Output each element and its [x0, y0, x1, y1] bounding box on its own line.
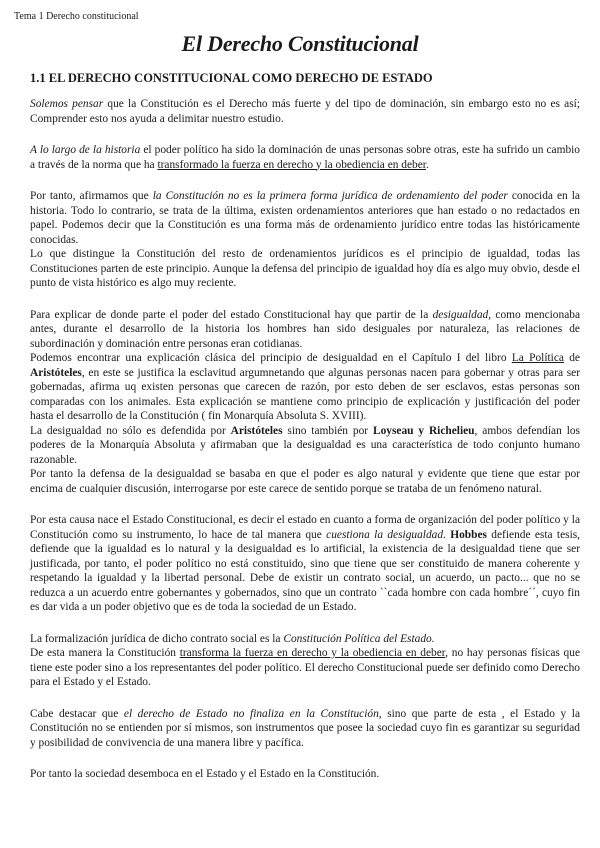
- paragraph-text: .: [443, 528, 451, 541]
- paragraph-text: De esta manera la Constitución: [30, 647, 180, 659]
- paragraph-8: [30, 467, 580, 496]
- italic-phrase: Constitución Política del Estado.: [283, 632, 435, 645]
- paragraph-text: Lo que distingue la Constitución del resto de ordenamientos jurídicos es el principio de igualdad, todas las Constituciones parten de este principio. Aunque la defensa del principio de igualdad hoy día es algo muy obvio, desde el punto de vista histórico es algo muy reciente.: [30, 248, 580, 289]
- paragraph-text: .: [425, 158, 429, 171]
- body-text: [30, 97, 580, 799]
- paragraph-text: sino también por: [282, 424, 373, 437]
- paragraph-11: [30, 707, 580, 751]
- italic-phrase: el derecho de Estado no finaliza en la Constitución: [123, 707, 379, 720]
- paragraph-text: Por tanto la sociedad desemboca en el Estado y el Estado en la Constitución.: [30, 768, 380, 780]
- paragraph-text: Por esta causa nace el Estado Constitucional, es decir el estado en cuanto a forma de organización del poder político y la Constitución como su instrumento, lo hace de tal manera que: [30, 514, 580, 541]
- section-heading: 1.1 EL DERECHO CONSTITUCIONAL COMO DERECHO DE ESTADO: [30, 71, 433, 85]
- paragraph-text: , ambos defendían los poderes de la Monarquía Absoluta y afirmaban que la desigualdad es una característica de todo conjunto humano razonable.: [30, 424, 580, 466]
- author-name: Loyseau y Richelieu: [372, 424, 475, 437]
- paragraph-text: que la Constitución es el Derecho más fuerte y del tipo de dominación, sin embargo esto no es así; Comprender esto nos ayuda a delimitar nuestro estudio.: [30, 98, 580, 125]
- paragraph-1: [30, 97, 580, 126]
- paragraph-12: [30, 767, 580, 782]
- paragraph-text: como mencionaba antes, durante el desarrollo de la historia los hombres han sido desiguales por naturaleza, las relaciones de subordinación y dominación entre personas eran cotidianas.: [30, 308, 580, 350]
- paragraph-7: [30, 424, 580, 468]
- paragraph-6: [30, 351, 580, 424]
- paragraph-4: [30, 247, 580, 291]
- book-title: La Política: [511, 352, 564, 364]
- underlined-phrase: transforma la fuerza en derecho y la obediencia en deber: [179, 647, 446, 659]
- paragraph-text: conocida en la historia. Todo lo contrario, se trata de la última, existen ordenamientos anteriores que han estado o no redactados en papel. Podemos decir que la Constitución es una forma más de ordenamiento jurídico entre todas las históricamente conocidas.: [30, 190, 580, 246]
- paragraph-9: [30, 513, 580, 615]
- paragraph-text: , sino que parte de esta , el Estado y la Constitución no se entienden por sí mismos, son instrumentos que posee la sociedad cuyo fin es garantizar su seguridad y posibilidad de convivencia de una manera libre y pacífica.: [30, 707, 581, 749]
- paragraph-text: Podemos encontrar una explicación clásica del principio de desigualdad en el Capítulo I del libro: [30, 352, 512, 364]
- paragraph-10: [30, 632, 580, 690]
- author-name: Aristóteles: [230, 424, 283, 437]
- paragraph-text: , en este se justifica la esclavitud argumnetando que algunas personas nacen para gobernar y otras para ser gobernadas, afirma uq existen personas que carecen de razón, por esto deben de ser esclavos, estas personas son comparadas con los animales. Esta explicación se mantiene como principio de explicación y justificación del poder hasta el desarrollo de la Constitución ( fin Monarquía Absoluta S. XVIII).: [30, 366, 580, 422]
- paragraph-3: [30, 189, 580, 247]
- paragraph-text: defiende esta tesis, defiende que la igualdad es lo natural y la desigualdad es lo artificial, la existencia de la desigualdad tiene que ser justificada, por tanto, el poder político no está constituido, sino que tiene que ser constituido de manera coherente y respetando la igualdad y la libertad personal. Debe de existir un contrato social, un acuerdo, un pacto... que no se reduzca a un acuerdo entre gobernantes y gobernados, sino que un contrato ``cada hombre con cada hombre´´, cuyo fin es dar vida a un poder objetivo que es de toda la sociedad de un Estado.: [30, 528, 581, 613]
- author-name: Hobbes: [450, 528, 487, 541]
- paragraph-text: La desigualdad no sólo es defendida por: [30, 424, 231, 437]
- page-title: El Derecho Constitucional: [181, 31, 419, 56]
- paragraph-2: [30, 143, 580, 172]
- paragraph-text: el poder político ha sido la dominación de unas personas sobre otras, este ha sufrido un cambio a través de la norma que ha: [30, 144, 580, 171]
- running-header: Tema 1 Derecho constitucional: [14, 11, 139, 22]
- paragraph-5: [30, 308, 580, 352]
- italic-phrase: A lo largo de la historia: [30, 144, 141, 156]
- italic-phrase: cuestiona la desigualdad: [326, 528, 444, 541]
- paragraph-text: La formalización jurídica de dicho contrato social es la: [30, 632, 284, 645]
- paragraph-text: , no hay personas físicas que tiene este poder sino a los representantes del poder político. El derecho Constitucional puede ser definido como Derecho para el Estado y el Estado.: [30, 647, 581, 688]
- paragraph-text: Por tanto, afirmamos que: [30, 190, 153, 202]
- author-name: Aristóteles: [30, 366, 82, 379]
- italic-phrase: la Constitución no es la primera forma jurídica de ordenamiento del poder: [152, 190, 508, 202]
- paragraph-text: Para explicar de donde parte el poder del estado Constitucional hay que partir de la: [30, 308, 433, 321]
- paragraph-text: de: [563, 352, 580, 364]
- italic-phrase: desigualdad,: [432, 308, 492, 321]
- underlined-phrase: transformado la fuerza en derecho y la obediencia en deber: [157, 158, 426, 171]
- italic-phrase: Solemos pensar: [30, 98, 104, 110]
- paragraph-text: Por tanto la defensa de la desigualdad se basaba en que el poder es algo natural y evidente que tiene que estar por encima de cualquier discusión, interrogarse por este carece de sentido porque se trataba de un fenómeno natural.: [30, 468, 580, 495]
- paragraph-text: Cabe destacar que: [30, 707, 124, 720]
